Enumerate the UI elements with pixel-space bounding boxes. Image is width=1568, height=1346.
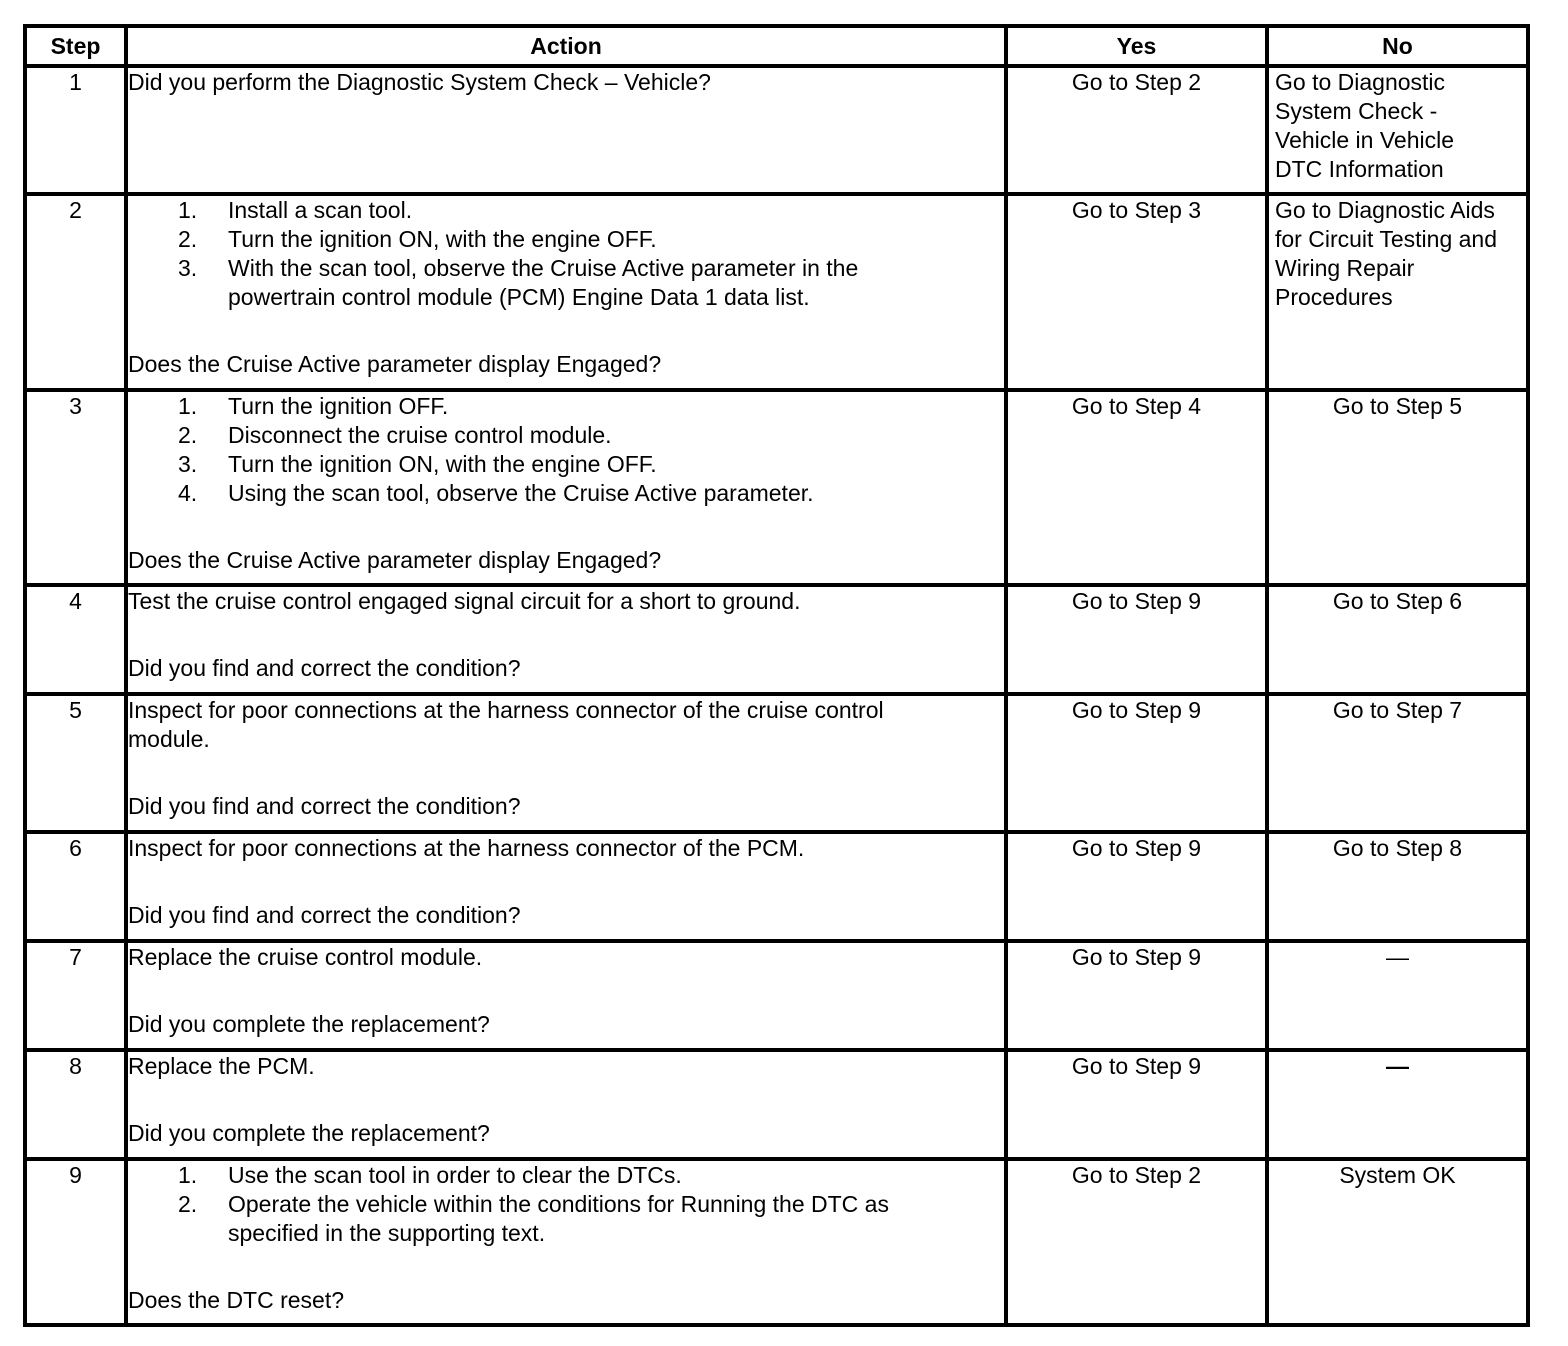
no-result: System OK [1267,1159,1528,1325]
no-result: — [1267,941,1528,1050]
yes-result: Go to Step 9 [1006,1050,1267,1159]
action-cell [126,194,1006,390]
procedure-item [128,225,1004,254]
procedure-text: Turn the ignition ON, with the engine OFF. [228,226,657,252]
action-question: Does the Cruise Active parameter display Engaged? [128,547,662,573]
procedure-item [128,450,1004,479]
action-cell [126,1050,1006,1159]
procedure-number: 1. [178,393,198,419]
action-question: Did you complete the replacement? [128,1011,490,1037]
action-instruction: Replace the PCM. [128,1053,315,1079]
table-row [25,832,1528,941]
table-row [25,194,1528,390]
procedure-item [128,1161,1004,1190]
procedure-list [128,392,1004,508]
procedure-text: Turn the ignition ON, with the engine OFF. [228,451,657,477]
action-cell [126,390,1006,585]
yes-result: Go to Step 3 [1006,194,1267,390]
action-instruction: module. [128,726,210,752]
procedure-number: 2. [178,1191,198,1217]
yes-result: Go to Step 9 [1006,832,1267,941]
procedure-number: 1. [178,1162,198,1188]
no-result: Go to Step 5 [1267,390,1528,585]
table-row [25,1050,1528,1159]
procedure-item [128,196,1004,225]
procedure-list [128,196,1004,312]
table-row [25,941,1528,1050]
table-row [25,585,1528,694]
step-number: 5 [25,694,126,832]
no-result-line: DTC Information [1275,156,1444,182]
yes-result: Go to Step 2 [1006,66,1267,194]
action-instruction: Did you perform the Diagnostic System Check – Vehicle? [128,69,711,95]
action-cell [126,694,1006,832]
step-number: 8 [25,1050,126,1159]
procedure-text: Disconnect the cruise control module. [228,422,612,448]
no-result: Go to Step 8 [1267,832,1528,941]
procedure-number: 2. [178,226,198,252]
action-instruction: Inspect for poor connections at the harness connector of the PCM. [128,835,805,861]
procedure-text: Use the scan tool in order to clear the DTCs. [228,1162,682,1188]
action-cell [126,941,1006,1050]
header-row [25,26,1528,66]
no-result: Go to Step 6 [1267,585,1528,694]
action-question: Does the DTC reset? [128,1287,345,1313]
action-question: Did you find and correct the condition? [128,902,521,928]
no-result-line: Go to Diagnostic Aids [1275,197,1495,223]
action-question: Did you find and correct the condition? [128,793,521,819]
table-row [25,66,1528,194]
no-result-line: Wiring Repair [1275,255,1415,281]
no-result: — [1267,1050,1528,1159]
procedure-text: Using the scan tool, observe the Cruise Active parameter. [228,480,814,506]
action-instruction: Test the cruise control engaged signal circuit for a short to ground. [128,588,801,614]
yes-result: Go to Step 9 [1006,585,1267,694]
no-result-line: for Circuit Testing and [1275,226,1498,252]
header-action: Action [126,26,1006,66]
diagnostic-table [23,24,1530,1327]
step-number: 9 [25,1159,126,1325]
procedure-text: With the scan tool, observe the Cruise Active parameter in the powertrain control module (PCM) Engine Data 1 data list. [228,255,859,310]
procedure-number: 1. [178,197,198,223]
action-cell [126,1159,1006,1325]
action-question: Did you find and correct the condition? [128,655,521,681]
procedure-number: 2. [178,422,198,448]
procedure-item [128,421,1004,450]
procedure-text: Operate the vehicle within the conditions for Running the DTC as specified in the supporting text. [228,1191,889,1246]
action-cell [126,585,1006,694]
procedure-item [128,254,1004,312]
action-question: Did you complete the replacement? [128,1120,490,1146]
header-yes: Yes [1006,26,1267,66]
table-row [25,390,1528,585]
action-cell [126,66,1006,194]
yes-result: Go to Step 9 [1006,694,1267,832]
yes-result: Go to Step 9 [1006,941,1267,1050]
step-number: 6 [25,832,126,941]
procedure-text: Install a scan tool. [228,197,413,223]
no-result-line: Procedures [1275,284,1393,310]
no-result-line: Go to Diagnostic [1275,69,1446,95]
action-instruction: Inspect for poor connections at the harness connector of the cruise control [128,697,884,723]
step-number: 4 [25,585,126,694]
no-result: Go to Step 7 [1267,694,1528,832]
procedure-item [128,479,1004,508]
action-instruction: Replace the cruise control module. [128,944,483,970]
procedure-item [128,392,1004,421]
yes-result: Go to Step 2 [1006,1159,1267,1325]
procedure-text: Turn the ignition OFF. [228,393,449,419]
step-number: 7 [25,941,126,1050]
procedure-list [128,1161,1004,1248]
table-row [25,694,1528,832]
no-result-line: Vehicle in Vehicle [1275,127,1455,153]
procedure-number: 4. [178,480,198,506]
procedure-number: 3. [178,255,198,281]
table-row [25,1159,1528,1325]
step-number: 1 [25,66,126,194]
action-question: Does the Cruise Active parameter display Engaged? [128,351,662,377]
procedure-item [128,1190,1004,1248]
action-cell [126,832,1006,941]
step-number: 3 [25,390,126,585]
no-result [1267,194,1528,390]
step-number: 2 [25,194,126,390]
yes-result: Go to Step 4 [1006,390,1267,585]
header-no: No [1267,26,1528,66]
header-step: Step [25,26,126,66]
procedure-number: 3. [178,451,198,477]
no-result [1267,66,1528,194]
no-result-line: System Check - [1275,98,1438,124]
